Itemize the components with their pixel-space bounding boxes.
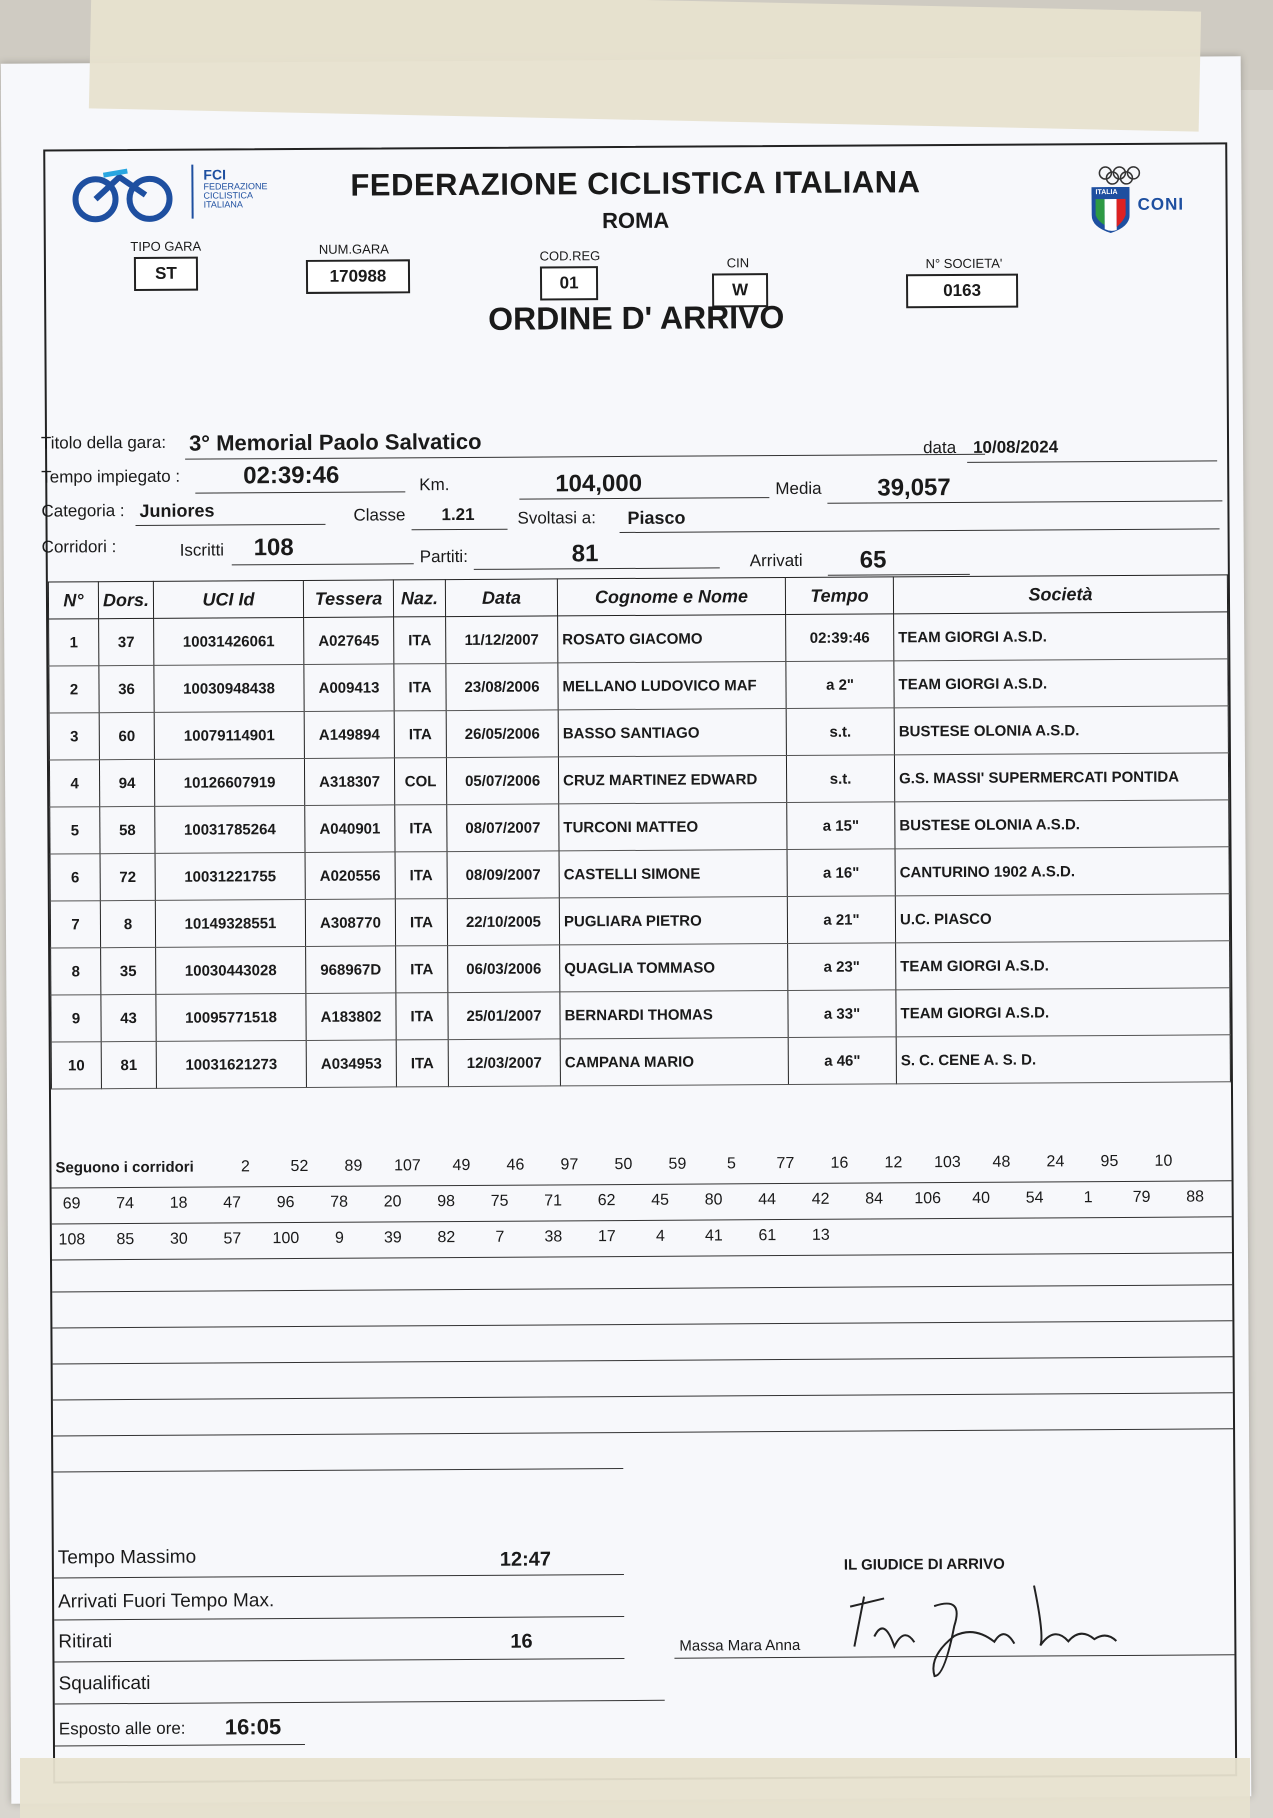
follower-bib: 79 <box>1132 1188 1151 1206</box>
cell-data: 06/03/2006 <box>448 945 560 993</box>
cell-dors: 8 <box>100 900 155 947</box>
follower-bib: 45 <box>651 1191 670 1209</box>
cell-societa: BUSTESE OLONIA A.S.D. <box>895 800 1229 849</box>
cell-societa: CANTURINO 1902 A.S.D. <box>895 847 1229 896</box>
coni-text: CONI <box>1137 194 1185 214</box>
cell-tessera: A308770 <box>305 899 395 947</box>
cell-naz: ITA <box>394 711 446 758</box>
cell-name: CAMPANA MARIO <box>560 1038 788 1086</box>
table-row <box>50 847 1229 901</box>
table-row <box>49 659 1228 713</box>
footer-underline <box>54 1574 624 1578</box>
squalificati-label: Squalificati <box>58 1672 151 1695</box>
cell-tessera: A027645 <box>304 617 394 665</box>
table-row <box>51 1035 1230 1089</box>
follower-bib: 54 <box>1025 1189 1044 1207</box>
follower-bib: 13 <box>811 1226 830 1244</box>
col-header-data: Data <box>445 579 557 617</box>
follower-bib: 107 <box>394 1157 421 1175</box>
classe-underline <box>412 529 508 531</box>
col-header-tessera: Tessera <box>303 580 393 618</box>
follower-bib: 96 <box>276 1194 295 1212</box>
follower-bib: 78 <box>330 1193 349 1211</box>
document-frame <box>40 142 1237 1783</box>
cell-tempo: a 16" <box>787 849 895 897</box>
iscritti-label: Iscritti <box>179 540 225 560</box>
classe-label: Classe <box>353 505 406 525</box>
table-row <box>50 894 1229 948</box>
km-underline <box>519 497 769 500</box>
cell-data: 23/08/2006 <box>446 663 558 711</box>
societa-label: N° SOCIETA' <box>925 255 1003 272</box>
svoltasi-value: Piasco <box>627 507 686 528</box>
cell-tempo: a 21" <box>787 896 895 944</box>
cell-naz: ITA <box>395 852 447 899</box>
cell-uci-id: 10079114901 <box>154 711 304 759</box>
empty-ruled-line <box>53 1428 1233 1436</box>
cell-dors: 94 <box>99 759 154 806</box>
federation-city: ROMA <box>601 207 670 234</box>
follower-bib: 61 <box>758 1227 777 1245</box>
followers-label: Seguono i corridori <box>55 1158 194 1177</box>
cell-naz: ITA <box>395 899 447 946</box>
cell-tempo: 02:39:46 <box>786 614 894 662</box>
italia-badge: ITALIA <box>1095 188 1118 197</box>
follower-bib: 40 <box>972 1189 991 1207</box>
follower-bib: 88 <box>1186 1188 1205 1206</box>
cod-reg-label: COD.REG <box>539 248 601 264</box>
results-table <box>48 574 1231 1089</box>
follower-bib: 85 <box>116 1231 135 1249</box>
masking-tape-bottom <box>20 1758 1250 1818</box>
follower-bib: 46 <box>506 1156 525 1174</box>
cell-tessera: A318307 <box>304 758 394 806</box>
follower-bib: 74 <box>116 1195 135 1213</box>
follower-bib: 41 <box>704 1227 723 1245</box>
cell-societa: S. C. CENE A. S. D. <box>896 1035 1230 1084</box>
cell-name: CRUZ MARTINEZ EDWARD <box>558 756 786 804</box>
cell-name: MELLANO LUDOVICO MAF <box>558 662 786 710</box>
tempo-impiegato-value: 02:39:46 <box>243 461 340 490</box>
follower-bib: 100 <box>272 1230 300 1248</box>
judge-name: Massa Mara Anna <box>679 1636 801 1655</box>
cell-uci-id: 10126607919 <box>154 758 304 806</box>
cell-tessera: A040901 <box>305 805 395 853</box>
follower-bib: 1 <box>1083 1189 1093 1207</box>
cell-pos: 2 <box>49 666 99 713</box>
olympic-rings-icon <box>1097 165 1141 185</box>
cell-uci-id: 10031621273 <box>156 1040 306 1088</box>
cell-tempo: a 23" <box>788 943 896 991</box>
cell-name: PUGLIARA PIETRO <box>559 897 787 945</box>
follower-bib: 98 <box>437 1193 456 1211</box>
follower-bib: 7 <box>495 1228 505 1246</box>
table-row <box>49 753 1228 807</box>
cell-societa: U.C. PIASCO <box>895 894 1229 943</box>
km-value: 104,000 <box>555 469 643 498</box>
tempo-underline <box>195 491 405 493</box>
cell-name: QUAGLIA TOMMASO <box>560 944 788 992</box>
cell-tempo: a 2" <box>786 661 894 709</box>
cell-naz: ITA <box>396 946 448 993</box>
follower-bib: 44 <box>758 1191 777 1209</box>
empty-ruled-line <box>52 1284 1232 1292</box>
follower-bib: 12 <box>884 1154 903 1172</box>
follower-bib: 48 <box>992 1153 1011 1171</box>
handwritten-signature <box>844 1575 1125 1687</box>
follower-bib: 57 <box>223 1230 242 1248</box>
cell-dors: 36 <box>99 665 154 712</box>
logo-federation-text: FEDERAZIONE CICLISTICA ITALIANA <box>203 181 268 210</box>
cell-dors: 37 <box>99 618 154 665</box>
cell-data: 05/07/2006 <box>446 757 558 805</box>
follower-bib: 84 <box>865 1190 884 1208</box>
col-header-naz: Naz. <box>393 580 445 617</box>
follower-bib: 18 <box>169 1194 188 1212</box>
cell-tessera: A020556 <box>305 852 395 900</box>
num-gara-box: 170988 <box>306 259 410 294</box>
follower-bib: 5 <box>726 1155 736 1173</box>
col-header-tempo: Tempo <box>785 577 893 615</box>
follower-bib: 77 <box>776 1154 795 1173</box>
partiti-value: 81 <box>571 540 599 568</box>
follower-bib: 69 <box>62 1195 81 1213</box>
follower-bib: 71 <box>544 1192 563 1210</box>
categoria-underline <box>136 524 326 526</box>
cell-tempo: a 15" <box>787 802 895 850</box>
media-label: Media <box>775 478 822 499</box>
follower-bib: 80 <box>704 1191 723 1209</box>
logo-fci: FCI <box>203 166 226 183</box>
cell-societa: G.S. MASSI' SUPERMERCATI PONTIDA <box>894 753 1228 802</box>
arrivati-label: Arrivati <box>749 550 803 571</box>
col-header-name: Cognome e Nome <box>557 578 785 616</box>
follower-bib: 103 <box>934 1153 961 1172</box>
cell-pos: 10 <box>51 1042 101 1089</box>
follower-bib: 24 <box>1046 1153 1065 1171</box>
follower-bib: 4 <box>655 1227 665 1245</box>
esposto-label: Esposto alle ore: <box>58 1718 186 1739</box>
cell-naz: ITA <box>396 993 448 1040</box>
cell-pos: 4 <box>49 760 99 807</box>
follower-bib: 38 <box>544 1228 563 1246</box>
titolo-label: Titolo della gara: <box>40 432 167 453</box>
cell-dors: 35 <box>101 947 156 994</box>
categoria-value: Juniores <box>139 500 215 521</box>
cell-name: TURCONI MATTEO <box>559 803 787 851</box>
followers-row-3 <box>52 1216 1232 1260</box>
follower-bib: 30 <box>169 1230 188 1248</box>
cell-tempo: a 33" <box>788 990 896 1038</box>
follower-bib: 39 <box>383 1229 402 1247</box>
cell-data: 08/07/2007 <box>447 804 559 852</box>
table-row <box>49 706 1228 760</box>
follower-bib: 17 <box>597 1228 616 1246</box>
cell-tempo: s.t. <box>786 755 894 803</box>
ritirati-label: Ritirati <box>58 1631 113 1653</box>
cell-societa: TEAM GIORGI A.S.D. <box>894 612 1228 661</box>
svoltasi-label: Svoltasi a: <box>517 508 596 528</box>
empty-ruled-line <box>53 1392 1233 1400</box>
table-row <box>49 612 1228 666</box>
tipo-gara-box: ST <box>134 257 198 291</box>
follower-bib: 97 <box>560 1156 579 1174</box>
categoria-label: Categoria : <box>41 501 125 521</box>
cell-societa: TEAM GIORGI A.S.D. <box>896 941 1230 990</box>
footer-underline <box>55 1700 665 1705</box>
cell-dors: 43 <box>101 994 156 1041</box>
document-title: ORDINE D' ARRIVO <box>488 299 785 337</box>
cell-data: 25/01/2007 <box>448 992 560 1040</box>
cell-pos: 5 <box>50 807 100 854</box>
cell-pos: 8 <box>51 948 101 995</box>
empty-ruled-line <box>52 1320 1232 1328</box>
follower-bib: 2 <box>240 1158 250 1176</box>
titolo-value: 3° Memorial Paolo Salvatico <box>188 428 482 456</box>
footer-underline <box>54 1616 624 1620</box>
societa-box: 0163 <box>906 274 1018 309</box>
tempo-massimo-label: Tempo Massimo <box>57 1546 197 1569</box>
arrivati-value: 65 <box>859 546 887 574</box>
coni-logo <box>1091 164 1201 235</box>
cell-name: ROSATO GIACOMO <box>558 615 786 663</box>
fuori-tempo-label: Arrivati Fuori Tempo Max. <box>58 1590 275 1613</box>
judge-title: IL GIUDICE DI ARRIVO <box>843 1555 1005 1574</box>
follower-bib: 16 <box>830 1154 849 1172</box>
footer-underline <box>55 1744 305 1747</box>
table-row <box>51 988 1230 1042</box>
cell-pos: 3 <box>49 713 99 760</box>
cell-naz: COL <box>394 758 446 805</box>
follower-bib: 62 <box>597 1192 616 1210</box>
cell-data: 11/12/2007 <box>446 616 558 664</box>
cod-reg-box: 01 <box>540 266 598 300</box>
follower-bib: 42 <box>811 1190 830 1208</box>
footer-underline <box>54 1658 624 1662</box>
cin-label: CIN <box>726 255 750 271</box>
follower-bib: 9 <box>334 1229 344 1247</box>
follower-bib: 75 <box>490 1192 509 1210</box>
corridori-label: Corridori : <box>41 537 117 557</box>
cell-dors: 58 <box>100 806 155 853</box>
cell-tessera: A149894 <box>304 711 394 759</box>
cell-pos: 1 <box>49 619 99 666</box>
cell-name: BASSO SANTIAGO <box>558 709 786 757</box>
cell-name: CASTELLI SIMONE <box>559 850 787 898</box>
ritirati-value: 16 <box>510 1630 533 1653</box>
col-header-societa: Società <box>893 575 1227 614</box>
cell-uci-id: 10031221755 <box>155 852 305 900</box>
follower-bib: 50 <box>614 1155 633 1174</box>
cell-data: 12/03/2007 <box>448 1039 560 1087</box>
svoltasi-underline <box>620 528 1220 533</box>
cell-naz: ITA <box>396 1040 448 1087</box>
table-row <box>50 800 1229 854</box>
cell-tessera: A034953 <box>306 1040 396 1088</box>
cell-uci-id: 10095771518 <box>156 993 306 1041</box>
cell-data: 08/09/2007 <box>447 851 559 899</box>
data-underline <box>967 460 1217 463</box>
tipo-gara-label: TIPO GARA <box>130 238 202 255</box>
result-sheet <box>1 56 1252 1804</box>
follower-bib: 82 <box>437 1229 456 1247</box>
data-label: data <box>923 437 957 458</box>
cell-uci-id: 10030443028 <box>156 946 306 994</box>
cell-societa: BUSTESE OLONIA A.S.D. <box>894 706 1228 755</box>
empty-ruled-line <box>53 1356 1233 1364</box>
follower-bib: 49 <box>452 1156 471 1175</box>
tempo-massimo-value: 12:47 <box>499 1548 552 1571</box>
follower-bib: 108 <box>58 1231 86 1249</box>
cell-pos: 9 <box>51 995 101 1042</box>
follower-bib: 52 <box>290 1157 309 1176</box>
cell-name: BERNARDI THOMAS <box>560 991 788 1039</box>
cell-dors: 81 <box>101 1041 156 1088</box>
cell-pos: 7 <box>50 901 100 948</box>
cell-societa: TEAM GIORGI A.S.D. <box>894 659 1228 708</box>
empty-ruled-line <box>53 1468 623 1472</box>
cell-tempo: s.t. <box>786 708 894 756</box>
cell-naz: ITA <box>394 664 446 711</box>
cell-data: 26/05/2006 <box>446 710 558 758</box>
follower-bib: 47 <box>223 1194 242 1212</box>
masking-tape-top <box>89 0 1201 132</box>
cell-dors: 72 <box>100 853 155 900</box>
cell-naz: ITA <box>395 805 447 852</box>
cell-tessera: 968967D <box>306 946 396 994</box>
follower-bib: 59 <box>668 1155 687 1173</box>
iscritti-underline <box>232 563 414 565</box>
partiti-underline <box>474 567 720 570</box>
cell-uci-id: 10030948438 <box>154 664 304 712</box>
federation-title: FEDERAZIONE CICLISTICA ITALIANA <box>350 164 921 203</box>
follower-bib: 10 <box>1154 1152 1173 1170</box>
follower-bib: 89 <box>344 1157 363 1175</box>
col-header-uci-id: UCI Id <box>153 580 303 618</box>
tempo-impiegato-label: Tempo impiegato : <box>41 466 181 487</box>
cell-tessera: A009413 <box>304 664 394 712</box>
iscritti-value: 108 <box>253 534 294 562</box>
col-header-dors: Dors. <box>98 581 153 618</box>
cell-tessera: A183802 <box>306 993 396 1041</box>
follower-bib: 95 <box>1100 1152 1119 1171</box>
cell-dors: 60 <box>99 712 154 759</box>
cin-box: W <box>712 273 768 307</box>
esposto-value: 16:05 <box>224 1714 282 1740</box>
num-gara-label: NUM.GARA <box>318 241 389 257</box>
km-label: Km. <box>419 475 450 495</box>
follower-bib: 106 <box>914 1190 942 1208</box>
table-row <box>51 941 1230 995</box>
cell-pos: 6 <box>50 854 100 901</box>
follower-bib: 20 <box>383 1193 402 1211</box>
cell-uci-id: 10149328551 <box>155 899 305 947</box>
media-value: 39,057 <box>877 474 951 502</box>
col-header-pos: N° <box>48 582 98 619</box>
cell-naz: ITA <box>394 617 446 664</box>
classe-value: 1.21 <box>441 504 475 525</box>
cell-uci-id: 10031785264 <box>155 805 305 853</box>
cell-uci-id: 10031426061 <box>154 617 304 665</box>
data-value: 10/08/2024 <box>973 437 1059 457</box>
cell-tempo: a 46" <box>788 1037 896 1085</box>
cell-data: 22/10/2005 <box>447 898 559 946</box>
cell-societa: TEAM GIORGI A.S.D. <box>896 988 1230 1037</box>
partiti-label: Partiti: <box>419 546 468 567</box>
